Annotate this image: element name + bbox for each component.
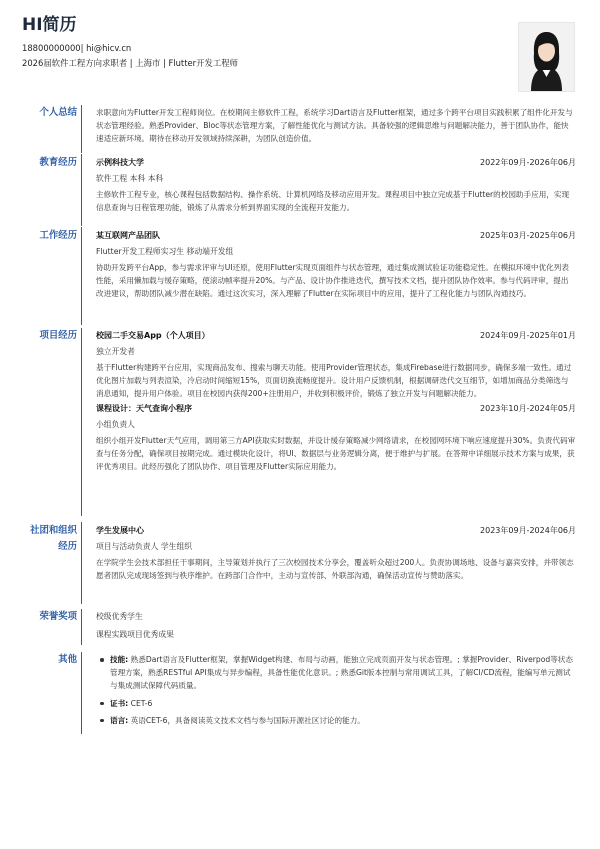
organization-date: 2023年09月-2024年06月 [480, 526, 576, 535]
section-divider [81, 105, 82, 153]
bullet-icon [100, 658, 104, 662]
language-key: 语言: [110, 715, 129, 725]
section-divider [81, 227, 82, 325]
section-title-awards: 荣誉奖项 [39, 611, 77, 622]
person-portrait-icon [519, 23, 574, 91]
projects-section [0, 328, 600, 516]
award-item: 校级优秀学生 [96, 612, 143, 621]
work-section [0, 227, 600, 325]
organization-name: 学生发展中心 [96, 526, 144, 535]
project-date: 2024年09月-2025年01月 [480, 331, 576, 340]
section-title-organization-line1: 社团和组织 [30, 525, 77, 536]
school-name: 示例科技大学 [96, 158, 144, 167]
section-title-organization [0, 523, 77, 555]
work-description: 协助开发跨平台App，参与需求评审与UI还原，使用Flutter实现页面组件与状态管理，通过集成测试验证功能稳定性。在模拟环境中优化列表性能，采用懒加载与缓存策略，使滚动帧率提升20%。与产品、设计协作推进迭代，撰写技术文档，提升团队协作效率。参与代码评审，提出改进建议，帮助团队减少潜在缺陷。通过这次实习，深入理解了Flutter在实际项目中的应用，提升了工程化能力与团队沟通技巧。 [96, 263, 569, 299]
education-date: 2022年09月-2026年06月 [480, 158, 576, 167]
contact-info: 18800000000| hi@hicv.cn [22, 43, 132, 53]
education-description: 主修软件工程专业，核心课程包括数据结构、操作系统、计算机网络及移动应用开发。课程项目中独立完成基于Flutter的校园助手应用，实现信息查询与日程管理功能，锻炼了从需求分析到界面实现的全流程开发能力。 [96, 190, 570, 213]
section-divider [81, 609, 82, 645]
skills-item [96, 653, 576, 693]
project-title: 校园二手交易App（个人项目） [96, 331, 210, 340]
section-divider [81, 154, 82, 226]
project-title: 课程设计：天气查询小程序 [96, 403, 192, 413]
job-intent: 2026届软件工程方向求职者 | 上海市 | Flutter开发工程师 [22, 58, 238, 68]
language-text: 英语CET-6，具备阅读英文技术文档与参与国际开源社区讨论的能力。 [130, 715, 365, 725]
summary-text: 求职意向为Flutter开发工程师岗位。在校期间主修软件工程，系统学习Dart语言及Flutter框架，通过多个跨平台项目实践积累了组件化开发与状态管理经验。熟悉Provider、Bloc等状态管理方案，了解性能优化与测试方法。具备较强的逻辑思维与问题解决能力，善于团队协作，能快速适应新环境。期待在移动开发领域持续深耕，为团队创造价值。 [96, 108, 573, 144]
education-major: 软件工程 本科 本科 [96, 174, 164, 183]
summary-section [0, 105, 600, 153]
section-title-organization-line2: 经历 [58, 541, 77, 552]
project-item [96, 328, 576, 401]
education-section [0, 154, 600, 226]
certificate-text: CET-6 [130, 698, 153, 708]
bullet-icon [100, 719, 104, 723]
skills-text: 熟悉Dart语言及Flutter框架，掌握Widget构建、布局与动画，能独立完成页面开发与状态管理。; 掌握Provider、Riverpod等状态管理方案，熟悉RESTful API集成与异步编程，具备性能优化意识。; 熟悉Git版本控制与常用调试工具，了解CI/CD流程，能编写单元测试与集成测试保障代码质量。 [110, 655, 573, 691]
award-item: 课程实践项目优秀成果 [96, 630, 174, 639]
organization-section [0, 522, 600, 604]
section-divider [81, 652, 82, 734]
language-item [96, 714, 576, 727]
certificate-key: 证书: [110, 698, 129, 708]
section-title-projects: 项目经历 [39, 330, 77, 341]
organization-description: 在学院学生会技术部担任干事期间，主导策划并执行了三次校园技术分享会，覆盖听众超过200人。负责协调场地、设备与嘉宾安排，并带领志愿者团队完成现场签到与秩序维护。在跨部门合作中，主动与宣传部、外联部沟通，确保活动宣传与赞助落实。 [96, 558, 574, 581]
section-title-education: 教育经历 [39, 157, 77, 168]
project-date: 2023年10月-2024年05月 [480, 403, 576, 413]
organization-role: 项目与活动负责人 学生组织 [96, 542, 193, 551]
candidate-name: HI简历 [22, 15, 77, 35]
resume-header [22, 14, 442, 70]
profile-photo [518, 22, 575, 92]
certificate-item [96, 697, 576, 710]
project-description: 基于Flutter构建跨平台应用，实现商品发布、搜索与聊天功能。使用Provider管理状态，集成Firebase进行数据同步，确保多端一致性。通过优化图片加载与列表渲染，冷启动时间缩短15%，页面切换流畅度提升。设计用户反馈机制，根据调研迭代交互细节，如增加商品分类筛选与消息通知，提升用户体验。项目在校园内获得200+注册用户，并收到积极评价，锻炼了独立开发与问题解决能力。 [96, 363, 572, 399]
section-title-work: 工作经历 [39, 230, 77, 241]
project-role: 小组负责人 [96, 419, 135, 429]
company-name: 某互联网产品团队 [96, 231, 160, 240]
section-divider [81, 328, 82, 516]
section-divider [81, 522, 82, 604]
awards-section [0, 609, 600, 645]
work-date: 2025年03月-2025年06月 [480, 231, 576, 240]
project-item [96, 401, 576, 474]
section-title-summary: 个人总结 [39, 107, 77, 118]
work-role: Flutter开发工程师实习生 移动端开发组 [96, 247, 234, 256]
skills-key: 技能: [110, 655, 129, 664]
section-title-other: 其他 [58, 654, 77, 665]
other-section [0, 652, 600, 734]
project-role: 独立开发者 [96, 347, 135, 356]
bullet-icon [100, 702, 104, 706]
project-description: 组织小组开发Flutter天气应用，调用第三方API获取实时数据，并设计缓存策略减少网络请求，在校园网环境下响应速度提升30%。负责代码审查与任务分配，确保项目按期完成。通过模块化设计，将UI、数据层与业务逻辑分离，便于维护与扩展。在答辩中详细展示技术方案与成果，获评优秀项目。此经历强化了团队协作、项目管理及Flutter实际应用能力。 [96, 435, 576, 472]
